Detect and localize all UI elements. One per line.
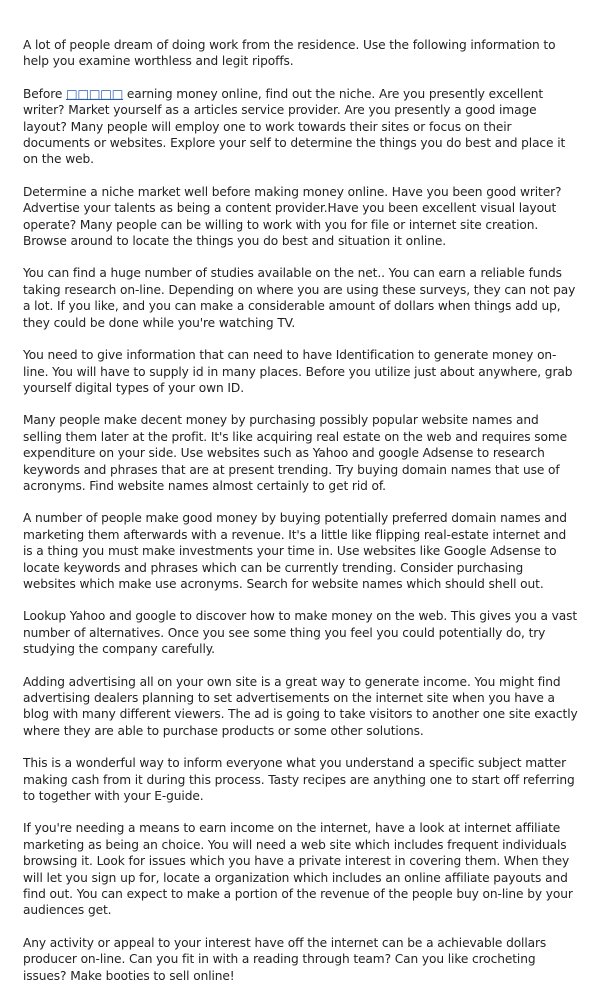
paragraph-8: Lookup Yahoo and google to discover how to make money on the web. This gives you a vast number of alternatives. Once you see some thing you feel you could potentially do, try studying the company carefully.: [23, 609, 578, 657]
paragraph-6: Many people make decent money by purchasing possibly popular website names and selling them later at the profit. It's like acquiring real estate on the web and requires some expenditure on your side. Use websites such as Yahoo and google Adsense to research keywords and phrases that are at present trending. Try buying domain names that use of acronyms. Find website names almost certainly to get rid of.: [23, 413, 568, 493]
paragraph-5: You need to give information that can need to have Identification to generate money on-line. You will have to supply id in many places. Before you utilize just about anywhere, grab yourself digital types of your own ID.: [23, 348, 573, 395]
paragraph-11: If you're needing a means to earn income on the internet, have a look at internet affiliate marketing as being an choice. You will need a web site which includes frequent individuals browsing it. Look for issues which you have a private interest in covering them. When they will let you sign up for, locate a organization which includes an online affiliate payouts and find out. You can expect to make a portion of the revenue of the people buy on-line by your audiences get.: [23, 821, 573, 918]
paragraph-10: This is a wonderful way to inform everyone what you understand a specific subject matter making cash from it during this process. Tasty recipes are anything one to start off referring to together with your E-guide.: [23, 756, 575, 804]
paragraph-2-body: earning money online, find out the niche. Are you presently excellent writer? Market yourself as a articles service provider. Are you presently a good image layout? Many people will employ one to work towards their sites or focus on their documents or websites. Explore your self to determine the things you do best and place it on the web.: [23, 86, 566, 167]
paragraph-1: A lot of people dream of doing work from the residence. Use the following information to help you examine worthless and legit ripoffs.: [23, 38, 556, 69]
keyword-link[interactable]: □□□□□: [66, 86, 124, 101]
paragraph-12: Any activity or appeal to your interest have off the internet can be a achievable dollars producer on-line. Can you fit in with a reading through team? Can you like crocheting issues? Make booties to sell online!: [23, 935, 547, 983]
paragraph-2-lead: Before: [23, 86, 67, 101]
paragraph-4: You can find a huge number of studies available on the net.. You can earn a reliable funds taking research on-line. Depending on where you are using these surveys, they can not pay a lot. If you like, and you can make a considerable amount of dollars when things add up, they could be done while you're watching TV.: [23, 266, 576, 330]
paragraph-9: Adding advertising all on your own site is a great way to generate income. You might find advertising dealers planning to set advertisements on the internet site when you have a blog with many different viewers. The ad is going to take visitors to another one site exactly where they are able to purchase products or some other solutions.: [23, 674, 578, 738]
paragraph-3: Determine a niche market well before making money online. Have you been good writer? Advertise your talents as being a content provider.Have you been excellent visual layout operate? Many people can be willing to work with you for file or internet site creation. Browse around to locate the things you do best and situation it online.: [23, 184, 562, 249]
paragraph-7: A number of people make good money by buying potentially preferred domain names and marketing them afterwards with a revenue. It's a little like flipping real-estate internet and is a thing you must make investments your time in. Use websites like Google Adsense to locate keywords and phrases which can be currently trending. Consider purchasing websites which make use acronyms. Search for website names which should shell out.: [23, 511, 567, 591]
paragraph-2: [23, 86, 578, 168]
